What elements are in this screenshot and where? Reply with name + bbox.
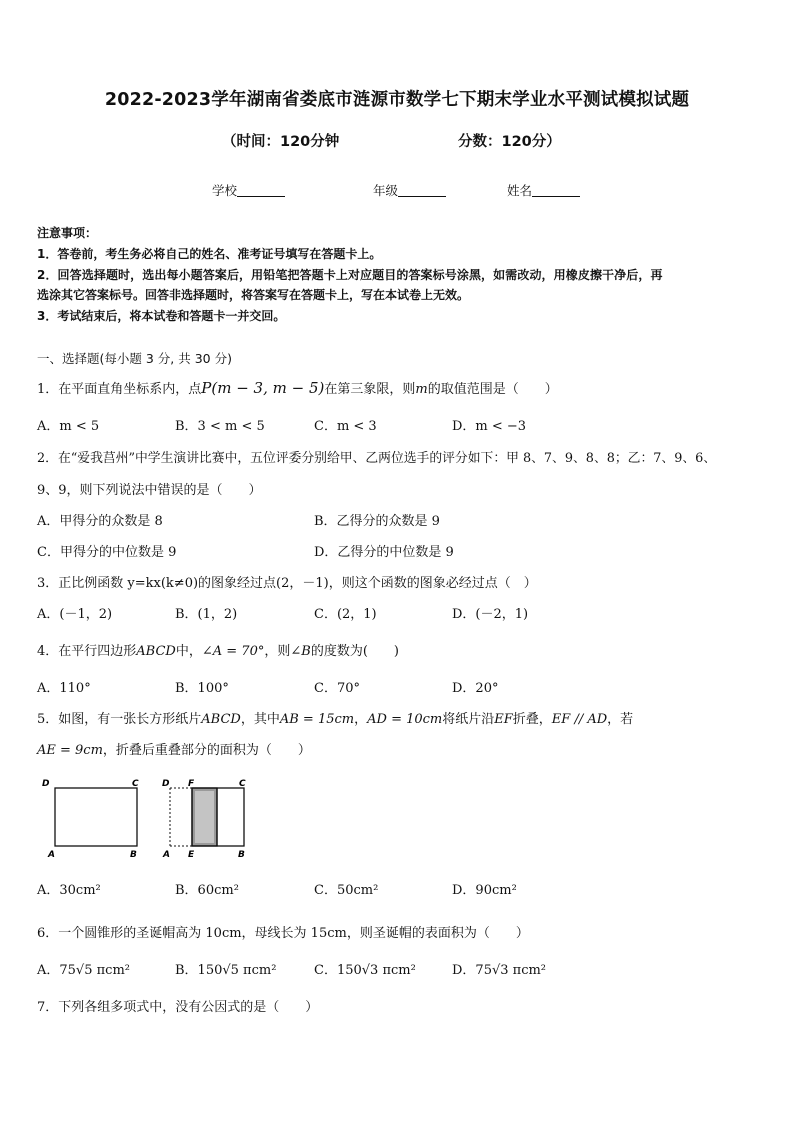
q4-option-a[interactable]: A．110° xyxy=(37,681,91,696)
question-6-stem: 6．一个圆锥形的圣诞帽高为 10cm，母线长为 15cm，则圣诞帽的表面积为（ ） xyxy=(37,926,529,941)
q5-option-a[interactable]: A．30cm² xyxy=(37,883,101,898)
label-a: A xyxy=(48,850,55,860)
q5-figure xyxy=(40,773,260,865)
q5-text-d: 将纸片沿 xyxy=(442,712,495,727)
q5-ad: AD = 10cm xyxy=(367,712,443,727)
page-title: 2022-2023学年湖南省娄底市涟源市数学七下期末学业水平测试模拟试题 xyxy=(104,90,690,110)
q4-text-b: 中， xyxy=(175,644,202,659)
question-5-line-2 xyxy=(37,739,311,758)
q6-option-b[interactable]: B．150√5 πcm² xyxy=(175,963,277,978)
notice-item-2-cont: 选涂其它答案标号。回答非选择题时，将答案写在答题卡上，写在本试卷上无效。 xyxy=(37,288,470,302)
q6-option-d[interactable]: D．75√3 πcm² xyxy=(452,963,547,978)
name-label: 姓名 xyxy=(507,183,533,198)
school-field xyxy=(212,181,285,199)
q4-abcd: ABCD xyxy=(136,644,176,659)
q5-text-f: ，若 xyxy=(607,712,634,727)
label-b-2: B xyxy=(238,850,245,860)
q3-option-d[interactable]: D．(－2，1) xyxy=(452,607,529,622)
q1-point: P(m − 3, m − 5) xyxy=(201,379,325,397)
q1-option-d[interactable]: D．m < −3 xyxy=(452,419,527,434)
exam-time: （时间：120分钟 xyxy=(222,134,340,150)
q4-text-a: 4．在平行四边形 xyxy=(37,644,137,659)
q5-text-e: 折叠， xyxy=(512,712,552,727)
q2-option-c[interactable]: C．甲得分的中位数是 9 xyxy=(37,545,177,560)
notice-item-2: 2．回答选择题时，选出每小题答案后，用铅笔把答题卡上对应题目的答案标号涂黑，如需改动，用橡皮擦干净后，再 xyxy=(37,268,663,282)
q4-angle-a: ∠A = 70° xyxy=(201,644,265,659)
question-2-line-2: 9、9，则下列说法中错误的是（ ） xyxy=(37,483,262,498)
q2-option-a[interactable]: A．甲得分的众数是 8 xyxy=(37,514,163,529)
q6-option-a[interactable]: A．75√5 πcm² xyxy=(37,963,130,978)
q1-text-b: 在第三象限，则 xyxy=(324,382,416,397)
q4-option-b[interactable]: B．100° xyxy=(175,681,229,696)
question-7-stem: 7．下列各组多项式中，没有公因式的是（ ） xyxy=(37,1000,319,1015)
q3-option-b[interactable]: B．(1，2) xyxy=(175,607,238,622)
label-f: F xyxy=(188,779,195,789)
q5-option-c[interactable]: C．50cm² xyxy=(314,883,379,898)
label-b: B xyxy=(130,850,137,860)
q4-angle-b: ∠B xyxy=(290,644,311,659)
q5-option-b[interactable]: B．60cm² xyxy=(175,883,239,898)
q1-option-b[interactable]: B．3 < m < 5 xyxy=(175,419,265,434)
label-d-2: D xyxy=(162,779,170,789)
label-c: C xyxy=(132,779,139,789)
q1-text-c: 的取值范围是（ ） xyxy=(427,382,558,397)
section-heading: 一、选择题(每小题 3 分, 共 30 分) xyxy=(37,351,232,366)
label-a-2: A xyxy=(163,850,170,860)
q5-ef: EF xyxy=(494,712,513,727)
grade-label: 年级 xyxy=(373,183,399,198)
q1-var: m xyxy=(415,382,428,397)
q4-text-c: ，则 xyxy=(264,644,291,659)
question-3-stem: 3．正比例函数 y=kx(k≠0)的图象经过点(2，－1)，则这个函数的图象必经过点（ ） xyxy=(37,576,537,591)
q4-option-d[interactable]: D．20° xyxy=(452,681,499,696)
grade-field xyxy=(373,181,446,199)
school-label: 学校 xyxy=(212,183,238,198)
rectangle-abcd xyxy=(55,788,137,846)
grade-blank xyxy=(398,184,446,197)
question-4-stem xyxy=(37,640,399,659)
notice-heading: 注意事项： xyxy=(37,226,98,240)
question-1-stem xyxy=(37,378,558,397)
q2-option-d[interactable]: D．乙得分的中位数是 9 xyxy=(314,545,454,560)
q5-abcd: ABCD xyxy=(201,712,241,727)
label-e: E xyxy=(188,850,195,860)
question-2-line-1: 2．在“爱我莒州”中学生演讲比赛中，五位评委分别给甲、乙两位选手的评分如下：甲 8、7、9、8、8；乙：7、9、6、 xyxy=(37,451,717,466)
q4-text-d: 的度数为( ) xyxy=(310,644,399,659)
name-blank xyxy=(532,184,580,197)
notice-item-1: 1．答卷前，考生务必将自己的姓名、准考证号填写在答题卡上。 xyxy=(37,247,382,261)
name-field xyxy=(507,181,580,199)
q5-parallel: EF // AD xyxy=(551,712,608,727)
question-5-line-1 xyxy=(37,708,633,727)
q2-option-b[interactable]: B．乙得分的众数是 9 xyxy=(314,514,440,529)
q3-option-a[interactable]: A．(－1，2) xyxy=(37,607,113,622)
school-blank xyxy=(237,184,285,197)
q1-option-a[interactable]: A．m < 5 xyxy=(37,419,100,434)
label-d: D xyxy=(42,779,50,789)
label-c-2: C xyxy=(239,779,246,789)
q5-text-g: ，折叠后重叠部分的面积为（ ） xyxy=(102,743,311,758)
q5-text-b: ，其中 xyxy=(240,712,280,727)
q1-option-c[interactable]: C．m < 3 xyxy=(314,419,377,434)
q5-option-d[interactable]: D．90cm² xyxy=(452,883,517,898)
overlap-shading xyxy=(195,791,214,843)
q3-option-c[interactable]: C．(2，1) xyxy=(314,607,377,622)
q6-option-c[interactable]: C．150√3 πcm² xyxy=(314,963,416,978)
q4-option-c[interactable]: C．70° xyxy=(314,681,360,696)
q5-ab: AB = 15cm xyxy=(279,712,355,727)
q5-ae: AE = 9cm xyxy=(37,743,103,758)
q1-text-a: 1．在平面直角坐标系内，点 xyxy=(37,382,202,397)
q5-text-c: ， xyxy=(354,712,368,727)
q5-text-a: 5．如图，有一张长方形纸片 xyxy=(37,712,202,727)
notice-item-3: 3．考试结束后，将本试卷和答题卡一并交回。 xyxy=(37,309,286,323)
exam-score: 分数：120分） xyxy=(458,134,561,150)
